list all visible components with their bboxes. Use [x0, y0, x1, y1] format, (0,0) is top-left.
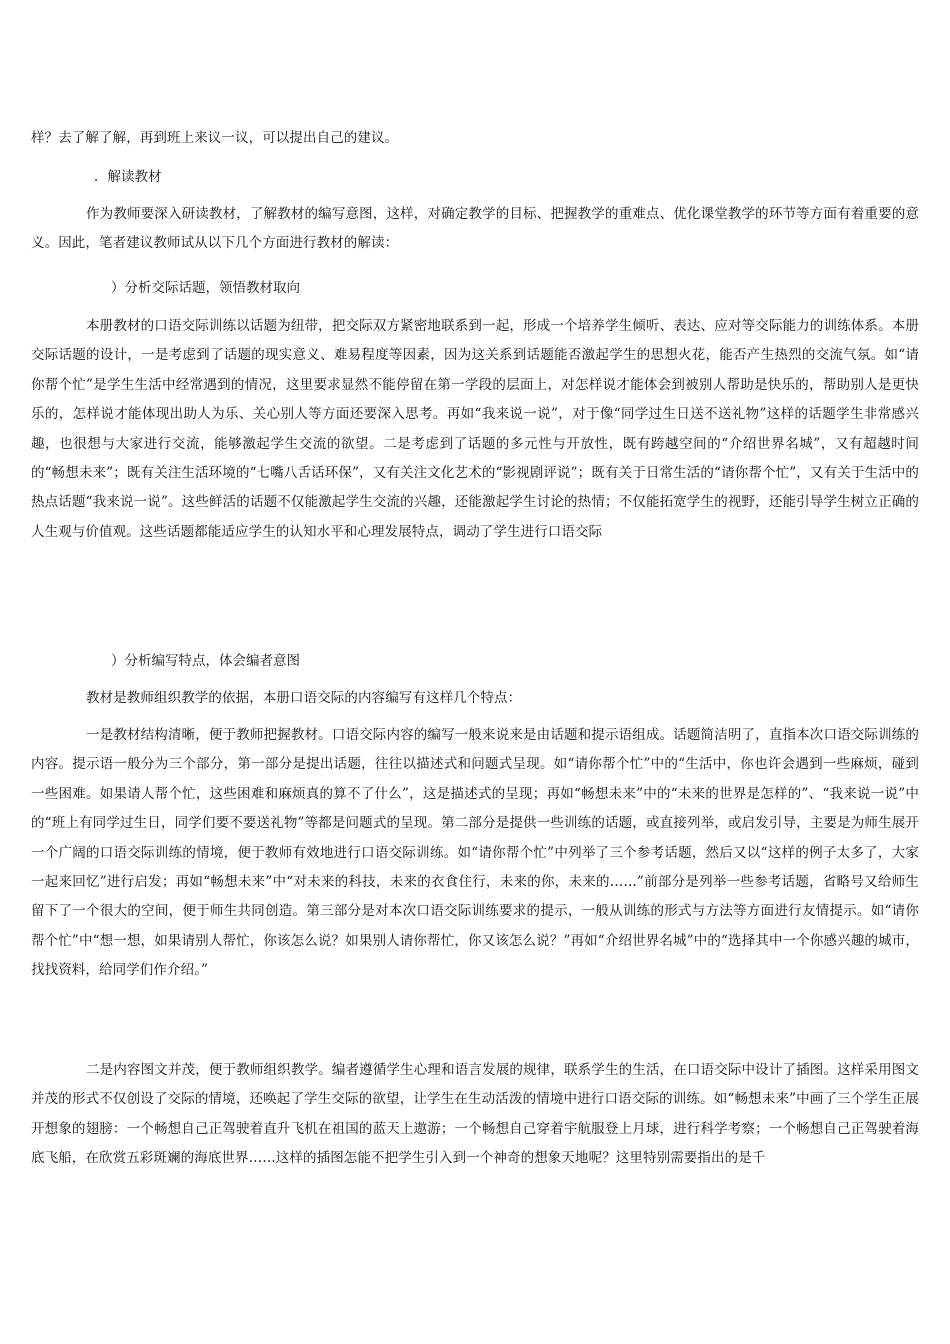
- paragraph-features-intro: 教材是教师组织教学的依据，本册口语交际的内容编写有这样几个特点：: [86, 690, 522, 706]
- paragraph-continuation: 样？去了解了解，再到班上来议一议，可以提出自己的建议。: [31, 130, 399, 146]
- paragraph-intro: 作为教师要深入研读教材，了解教材的编写意图，这样，对确定教学的目标、把握教学的重难点、优化课堂教学的环节等方面有着重要的意义。因此，笔者建议教师试从以下几个方面进行教材的解读：: [31, 206, 919, 252]
- section-heading-interpret-textbook: ．解读教材: [94, 169, 162, 185]
- subheading-analyze-topics: ）分析交际话题，领悟教材取向: [111, 280, 300, 296]
- paragraph-feature-structure: 一是教材结构清晰，便于教师把握教材。口语交际内容的编写一般来说来是由话题和提示语组成。话题简洁明了，直指本次口语交际训练的内容。提示语一般分为三个部分，第一部分是提出话题，往往以描述式和问题式呈现。如“请你帮个忙”中的“生活中，你也许会遇到一些麻烦，碰到一些困难。如果请人帮个忙，这些困难和麻烦真的算不了什么”，这是描述式的呈现；再如“畅想未来”中的“未来的世界是怎样的”、“我来说一说”中的“班上有同学过生日，同学们要不要送礼物”等都是问题式的呈现。第二部分是提供一些训练的话题，或直接列举，或启发引导，主要是为师生展开一个广阔的口语交际训练的情境，便于教师有效地进行口语交际训练。如“请你帮个忙”中列举了三个参考话题，然后又以“这样的例子太多了，大家一起来回忆”进行启发；再如“畅想未来”中“对未来的科技，未来的衣食住行，未来的你，未来的……”前部分是列举一些参考话题，省略号又给师生留下了一个很大的空间，便于师生共同创造。第三部分是对本次口语交际训练要求的提示，一般从训练的形式与方法等方面进行友情提示。如“请你帮个忙”中“想一想，如果请别人帮忙，你该怎么说？如果别人请你帮忙，你又该怎么说？”再如“介绍世界名城”中的“选择其中一个你感兴趣的城市，找找资料，给同学们作介绍。”: [31, 727, 919, 979]
- paragraph-feature-illustrations: 二是内容图文并茂，便于教师组织教学。编者遵循学生心理和语言发展的规律，联系学生的生活，在口语交际中设计了插图。这样采用图文并茂的形式不仅创设了交际的情境，还唤起了学生交际的欲望，让学生在生动活泼的情境中进行口语交际的训练。如“畅想未来”中画了三个学生正展开想象的翅膀：一个畅想自己正驾驶着直升飞机在祖国的蓝天上遨游；一个畅想自己穿着宇航服登上月球，进行科学考察；一个畅想自己正驾驶着海底飞船，在欣赏五彩斑斓的海底世界……这样的插图怎能不把学生引入到一个神奇的想象天地呢？这里特别需要指出的是千: [31, 1062, 919, 1167]
- subheading-analyze-features: ）分析编写特点，体会编者意图: [111, 653, 300, 669]
- paragraph-topics: 本册教材的口语交际训练以话题为纽带，把交际双方紧密地联系到一起，形成一个培养学生倾听、表达、应对等交际能力的训练体系。本册交际话题的设计，一是考虑到了话题的现实意义、难易程度等因素，因为这关系到话题能否激起学生的思想火花，能否产生热烈的交流气氛。如“请你帮个忙”是学生生活中经常遇到的情况，这里要求显然不能停留在第一学段的层面上，对怎样说才能体会到被别人帮助是快乐的，帮助别人是更快乐的，怎样说才能体现出助人为乐、关心别人等方面还要深入思考。再如“我来说一说”，对于像“同学过生日送不送礼物”这样的话题学生非常感兴趣，也很想与大家进行交流，能够激起学生交流的欲望。二是考虑到了话题的多元性与开放性，既有跨越空间的“介绍世界名城”，又有超越时间的“畅想未来”；既有关注生活环境的“七嘴八舌话环保”，又有关注文化艺术的“影视剧评说”；既有关于日常生活的“请你帮个忙”，又有关于生活中的热点话题“我来说一说”。这些鲜活的话题不仅能激起学生交流的兴趣，还能激起学生讨论的热情；不仅能拓宽学生的视野，还能引导学生树立正确的人生观与价值观。这些话题都能适应学生的认知水平和心理发展特点，调动了学生进行口语交际: [31, 318, 919, 540]
